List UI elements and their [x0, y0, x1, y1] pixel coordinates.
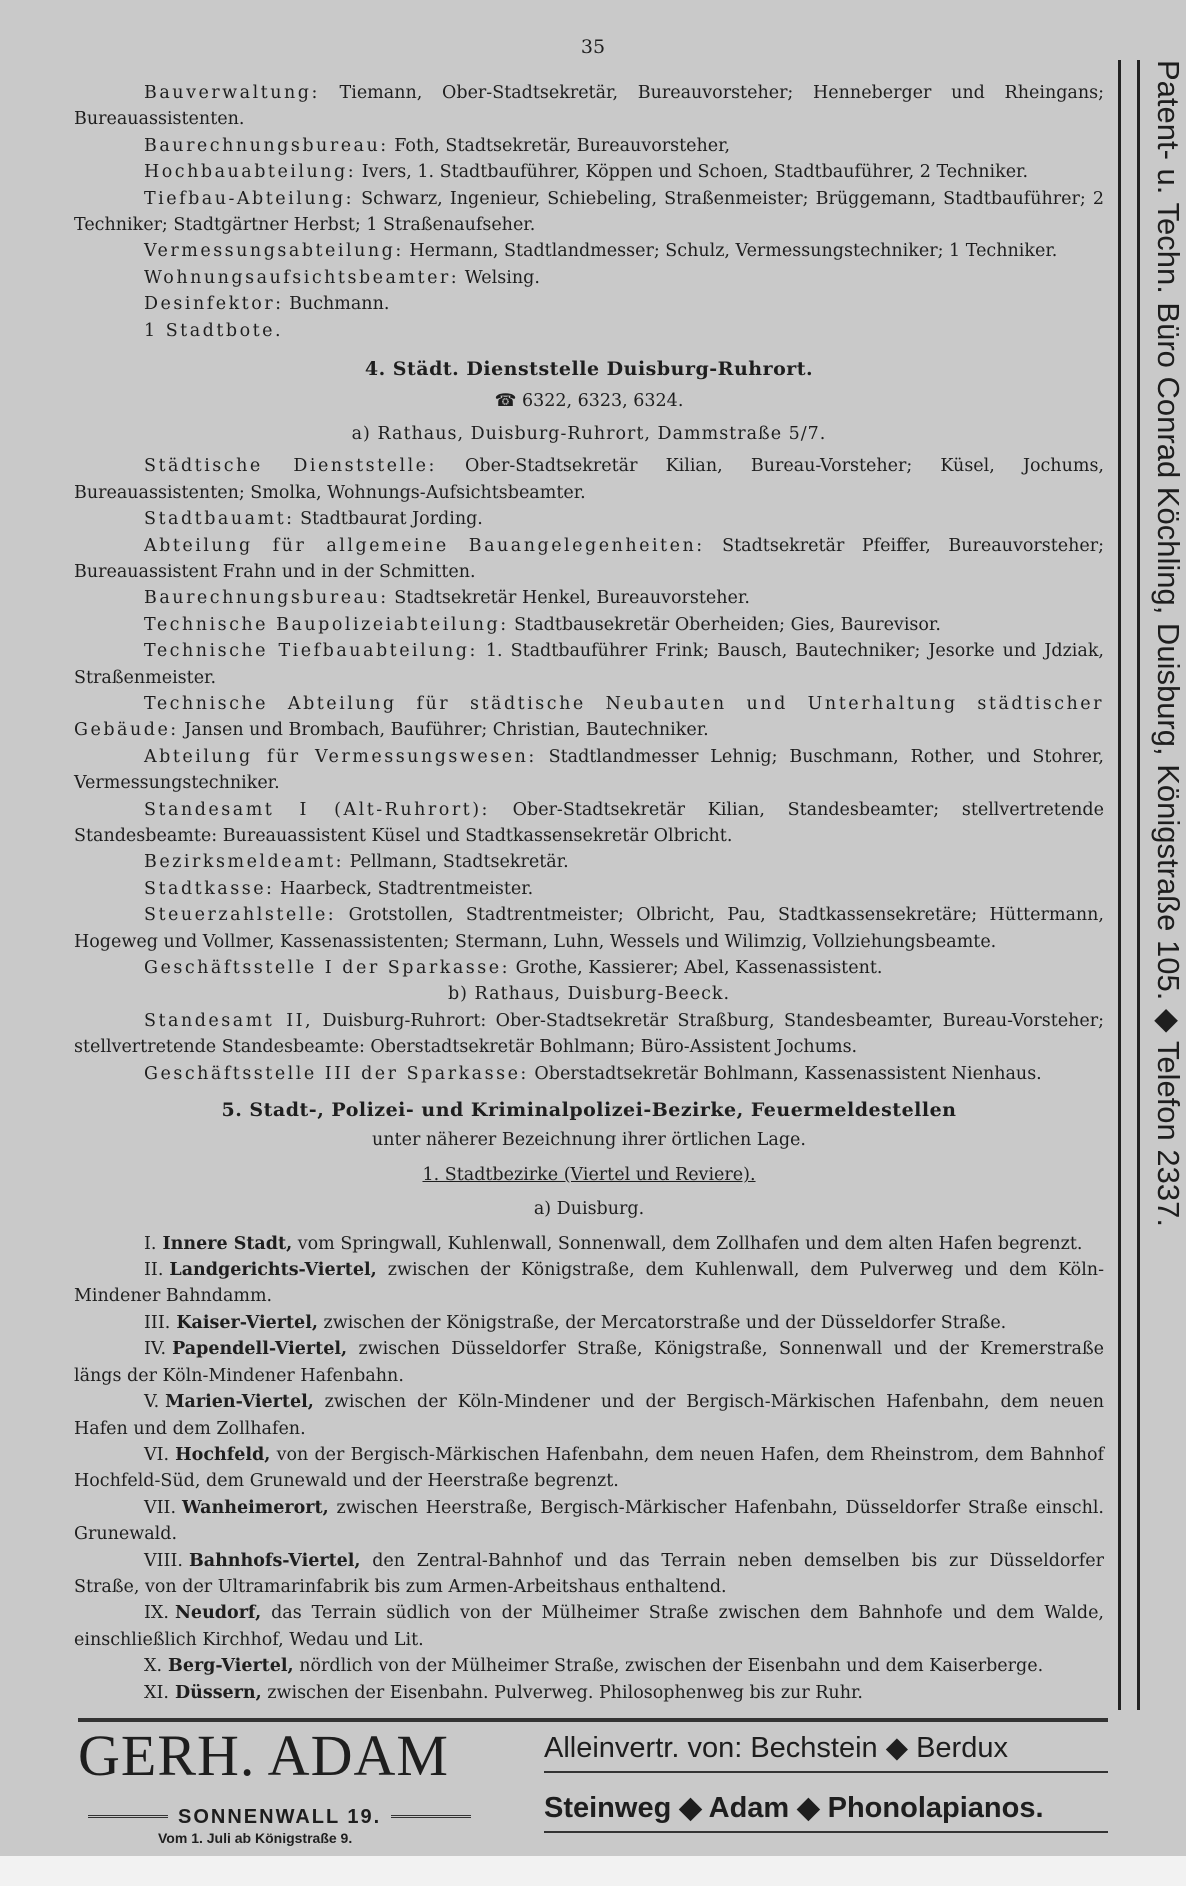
- entry-text: Ober-Stadtsekretär Kilian, Bureau-Vorsteher; Küsel, Jochums, Bureauassistenten; Smolka, Wohnungs-Aufsichtsbeamter.: [74, 456, 1104, 503]
- entry-label: Technische Abteilung für städtische Neubauten und Unterhaltung städtischer Gebäude:: [74, 693, 1104, 741]
- district-name: Marien-Viertel,: [165, 1392, 314, 1413]
- entry-label: Abteilung für Vermessungswesen:: [144, 746, 537, 767]
- entry-label: Bezirksmeldeamt:: [144, 852, 345, 873]
- district-name: Hochfeld,: [175, 1444, 271, 1465]
- entry-text: zwischen der Köln-Mindener und der Bergisch-Märkischen Hafenbahn, dem neuen Hafen und dem Zollhafen.: [74, 1392, 1104, 1439]
- entry-text: zwischen der Königstraße, der Mercatorstraße und der Düsseldorfer Straße.: [317, 1312, 1007, 1333]
- district-name: Wanheimerort,: [182, 1497, 329, 1518]
- block-bauverwaltung: [74, 80, 1104, 344]
- entry-text: zwischen Heerstraße, Bergisch-Märkischer Hafenbahn, Düsseldorfer Straße einschl. Grunewald.: [74, 1497, 1104, 1545]
- entry-text: Schwarz, Ingenieur, Schiebeling, Straßenmeister; Brüggemann, Stadtbauführer; 2 Techniker; Stadtgärtner Herbst; 1 Straßenaufseher.: [74, 188, 1104, 236]
- entry-text: Grothe, Kassierer; Abel, Kassenassistent.: [510, 958, 883, 978]
- entry-text: Stadtbausekretär Oberheiden; Gies, Baurevisor.: [508, 614, 941, 635]
- entry-text: zwischen der Eisenbahn. Pulverweg. Philosophenweg bis zur Ruhr.: [261, 1682, 863, 1703]
- paragraph-entry: [74, 159, 1104, 185]
- entry-text: Buchmann.: [283, 294, 390, 315]
- entry-label: Stadtbauamt:: [144, 509, 295, 530]
- entry-label: Baurechnungsbureau:: [144, 588, 389, 609]
- entry-text: das Terrain südlich von der Mülheimer Straße zwischen dem Bahnhofe und dem Walde, einschließlich Kirchhof, Wedau und Lit.: [74, 1603, 1104, 1650]
- entry-label: Vermessungsabteilung:: [144, 241, 404, 262]
- entry-label: Standesamt I (Alt-Ruhrort):: [144, 799, 490, 820]
- entry-text: zwischen der Königstraße, dem Kuhlenwall, dem Pulverweg und dem Köln-Mindener Bahndamm.: [74, 1260, 1104, 1307]
- ad-address: SONNENWALL 19.: [178, 1806, 382, 1828]
- entry-text: zwischen Düsseldorfer Straße, Königstraße, Sonnenwall und der Kremerstraße längs der Köln-Mindener Hafenbahn.: [74, 1339, 1104, 1386]
- block-ruhrort: [74, 453, 1104, 981]
- entry-text: Welsing.: [459, 267, 540, 288]
- paragraph-entry: [74, 80, 1104, 133]
- block-beeck: [74, 1008, 1104, 1087]
- paragraph-entry: [74, 133, 1104, 159]
- section-4-sub-a: a) Rathaus, Duisburg-Ruhrort, Dammstraße 5/7.: [351, 423, 827, 444]
- ad-line-1: Alleinvertr. von: Bechstein ◆ Berdux: [544, 1730, 1108, 1773]
- district-name: Düssern,: [174, 1682, 262, 1703]
- district-number: X.: [144, 1656, 163, 1677]
- paragraph-entry: [74, 955, 1104, 981]
- district-number: VII.: [144, 1497, 177, 1518]
- entry-text: Foth, Stadtsekretär, Bureauvorsteher,: [388, 135, 731, 156]
- paragraph-entry: [74, 1600, 1104, 1653]
- district-name: Bahnhofs-Viertel,: [188, 1550, 361, 1571]
- entry-label: Bauverwaltung:: [144, 83, 320, 103]
- district-list: [74, 1231, 1104, 1706]
- district-number: V.: [144, 1392, 160, 1413]
- entry-label: Abteilung für allgemeine Bauangelegenheiten:: [144, 535, 705, 556]
- district-number: IV.: [144, 1339, 167, 1360]
- entry-text: Stadtsekretär Henkel, Bureauvorsteher.: [388, 588, 750, 609]
- entry-label: Standesamt II,: [144, 1010, 314, 1031]
- main-text-column: [74, 80, 1104, 1706]
- ad-line-2: Steinweg ◆ Adam ◆ Phonolapianos.: [544, 1790, 1108, 1833]
- paragraph-entry: [74, 797, 1104, 850]
- section-5-subtitle: unter näherer Bezeichnung ihrer örtlichen Lage.: [372, 1130, 806, 1151]
- side-advertisement: [1148, 60, 1186, 1710]
- sub-b-heading: b) Rathaus, Duisburg-Beeck.: [447, 984, 731, 1005]
- entry-label: Tiefbau-Abteilung:: [144, 188, 354, 209]
- district-name: Innere Stadt,: [162, 1233, 293, 1254]
- district-number: XI.: [144, 1682, 169, 1703]
- page-number: 35: [580, 36, 606, 58]
- ad-address-line: [78, 1806, 481, 1829]
- paragraph-entry: [74, 691, 1104, 744]
- entry-label: Wohnungsaufsichtsbeamter:: [144, 267, 460, 288]
- entry-label: Technische Baupolizeiabteilung:: [144, 614, 509, 635]
- entry-label: Steuerzahlstelle:: [144, 905, 337, 926]
- ad-move-note: Vom 1. Juli ab Königstraße 9.: [158, 1830, 353, 1846]
- paragraph-entry: [74, 291, 1104, 317]
- section-5-heading: 1. Stadtbezirke (Viertel und Reviere).: [422, 1164, 756, 1185]
- entry-text: Duisburg-Ruhrort: Ober-Stadtsekretär Straßburg, Standesbeamter, Bureau-Vorsteher; stellvertretende Standesbeamte: Oberstadtsekretär Bohlmann; Büro-Assistent Jochums.: [74, 1010, 1104, 1058]
- entry-text: Haarbeck, Stadtrentmeister.: [274, 878, 534, 899]
- paragraph-entry: [74, 902, 1104, 955]
- entry-text: Grotstollen, Stadtrentmeister; Olbricht, Pau, Stadtkassensekretäre; Hüttermann, Hogeweg und Vollmer, Kassenassistenten; Stermann, Luhn, Wessels und Wilimzig, Vollziehungsbeamte.: [74, 905, 1104, 952]
- district-name: Berg-Viertel,: [168, 1656, 294, 1677]
- entry-label: 1 Stadtbote.: [144, 320, 284, 341]
- entry-label: Hochbauabteilung:: [144, 162, 357, 183]
- district-number: I.: [144, 1233, 157, 1254]
- paragraph-entry: [74, 506, 1104, 532]
- paragraph-entry: [74, 585, 1104, 611]
- paragraph-entry: [74, 1653, 1104, 1679]
- paragraph-entry: [74, 186, 1104, 239]
- entry-text: Ober-Stadtsekretär Kilian, Standesbeamter; stellvertretende Standesbeamte: Bureauassistent Küsel und Stadtkassensekretär Olbricht.: [74, 799, 1104, 846]
- ad-company-name: GERH. ADAM: [78, 1723, 449, 1788]
- entry-text: 1. Stadtbauführer Frink; Bausch, Bautechniker; Jesorke und Jdziak, Straßenmeister.: [74, 641, 1104, 688]
- paragraph-entry: [74, 533, 1104, 586]
- paragraph-entry: [74, 849, 1104, 875]
- district-name: Papendell-Viertel,: [172, 1339, 348, 1360]
- entry-text: Stadtbaurat Jording.: [294, 509, 483, 530]
- district-number: VI.: [144, 1444, 170, 1465]
- district-name: Landgerichts-Viertel,: [169, 1260, 377, 1281]
- paragraph-entry: [74, 1548, 1104, 1601]
- entry-label: Geschäftsstelle I der Sparkasse:: [144, 958, 510, 978]
- paragraph-entry: [74, 1257, 1104, 1310]
- paragraph-entry: [74, 265, 1104, 291]
- entry-label: Desinfektor:: [144, 294, 284, 315]
- paragraph-entry: [74, 612, 1104, 638]
- entry-text: Jansen und Brombach, Bauführer; Christian, Bautechniker.: [178, 720, 709, 741]
- paragraph-entry: [74, 1008, 1104, 1061]
- entry-label: Städtische Dienststelle:: [144, 456, 437, 477]
- entry-text: Pellmann, Stadtsekretär.: [344, 852, 569, 873]
- district-name: Neudorf,: [174, 1603, 262, 1624]
- district-name: Kaiser-Viertel,: [176, 1312, 318, 1333]
- side-ad-text: Patent- u. Techn. Büro Conrad Köchling, Duisburg, Königstraße 105. ◆ Telefon 2337.: [1151, 60, 1186, 1227]
- entry-text: nördlich von der Mülheimer Straße, zwischen der Eisenbahn und dem Kaiserberge.: [293, 1656, 1044, 1677]
- section-5-sub-a: a) Duisburg.: [533, 1199, 645, 1220]
- paragraph-entry: [74, 1389, 1104, 1442]
- entry-text: Hermann, Stadtlandmesser; Schulz, Vermessungstechniker; 1 Techniker.: [403, 241, 1058, 262]
- paragraph-entry: [74, 1231, 1104, 1257]
- entry-label: Technische Tiefbauabteilung:: [144, 641, 478, 662]
- paragraph-entry: [74, 318, 1104, 344]
- paragraph-entry: [74, 876, 1104, 902]
- entry-text: Stadtsekretär Pfeiffer, Bureauvorsteher; Bureauassistent Frahn und in der Schmitten.: [74, 535, 1104, 582]
- entry-label: Geschäftsstelle III der Sparkasse:: [144, 1063, 529, 1084]
- double-rule-vertical: [1118, 60, 1140, 1710]
- bottom-advertisement: [78, 1722, 1108, 1852]
- paragraph-entry: [74, 638, 1104, 691]
- district-number: VIII.: [144, 1550, 183, 1571]
- paragraph-entry: [74, 1310, 1104, 1336]
- entry-text: von der Bergisch-Märkischen Hafenbahn, dem neuen Hafen, dem Rheinstrom, dem Bahnhof Hochfeld-Süd, dem Grunewald und der Heerstraße begrenzt.: [74, 1444, 1104, 1492]
- entry-text: vom Springwall, Kuhlenwall, Sonnenwall, dem Zollhafen und dem alten Hafen begrenzt.: [292, 1233, 1083, 1254]
- district-number: II.: [144, 1260, 164, 1281]
- paragraph-entry: [74, 1680, 1104, 1706]
- paragraph-entry: [74, 1495, 1104, 1548]
- section-4-phone: ☎ 6322, 6323, 6324.: [494, 391, 684, 412]
- entry-text: den Zentral-Bahnhof und das Terrain neben demselben bis zur Düsseldorfer Straße, von der Ultramarinfabrik bis zum Armen-Arbeitshaus enthaltend.: [74, 1550, 1104, 1597]
- paragraph-entry: [74, 1061, 1104, 1087]
- entry-label: Stadtkasse:: [144, 878, 275, 899]
- entry-text: Oberstadtsekretär Bohlmann, Kassenassistent Nienhaus.: [528, 1063, 1042, 1084]
- paragraph-entry: [74, 238, 1104, 264]
- entry-text: Stadtlandmesser Lehnig; Buschmann, Rother, und Stohrer, Vermessungstechniker.: [74, 746, 1104, 794]
- entry-text: Ivers, 1. Stadtbauführer, Köppen und Schoen, Stadtbauführer, 2 Techniker.: [356, 162, 1029, 183]
- district-number: IX.: [144, 1603, 169, 1624]
- paragraph-entry: [74, 1442, 1104, 1495]
- district-number: III.: [144, 1312, 171, 1333]
- section-4-title: 4. Städt. Dienststelle Duisburg-Ruhrort.: [364, 358, 814, 381]
- section-5-title: 5. Stadt-, Polizei- und Kriminalpolizei-Bezirke, Feuermeldestellen: [221, 1099, 957, 1122]
- paragraph-entry: [74, 1336, 1104, 1389]
- paragraph-entry: [74, 744, 1104, 797]
- entry-label: Baurechnungsbureau:: [144, 135, 389, 156]
- paragraph-entry: [74, 453, 1104, 506]
- entry-text: Tiemann, Ober-Stadtsekretär, Bureauvorsteher; Henneberger und Rheingans; Bureauassistenten.: [74, 83, 1104, 130]
